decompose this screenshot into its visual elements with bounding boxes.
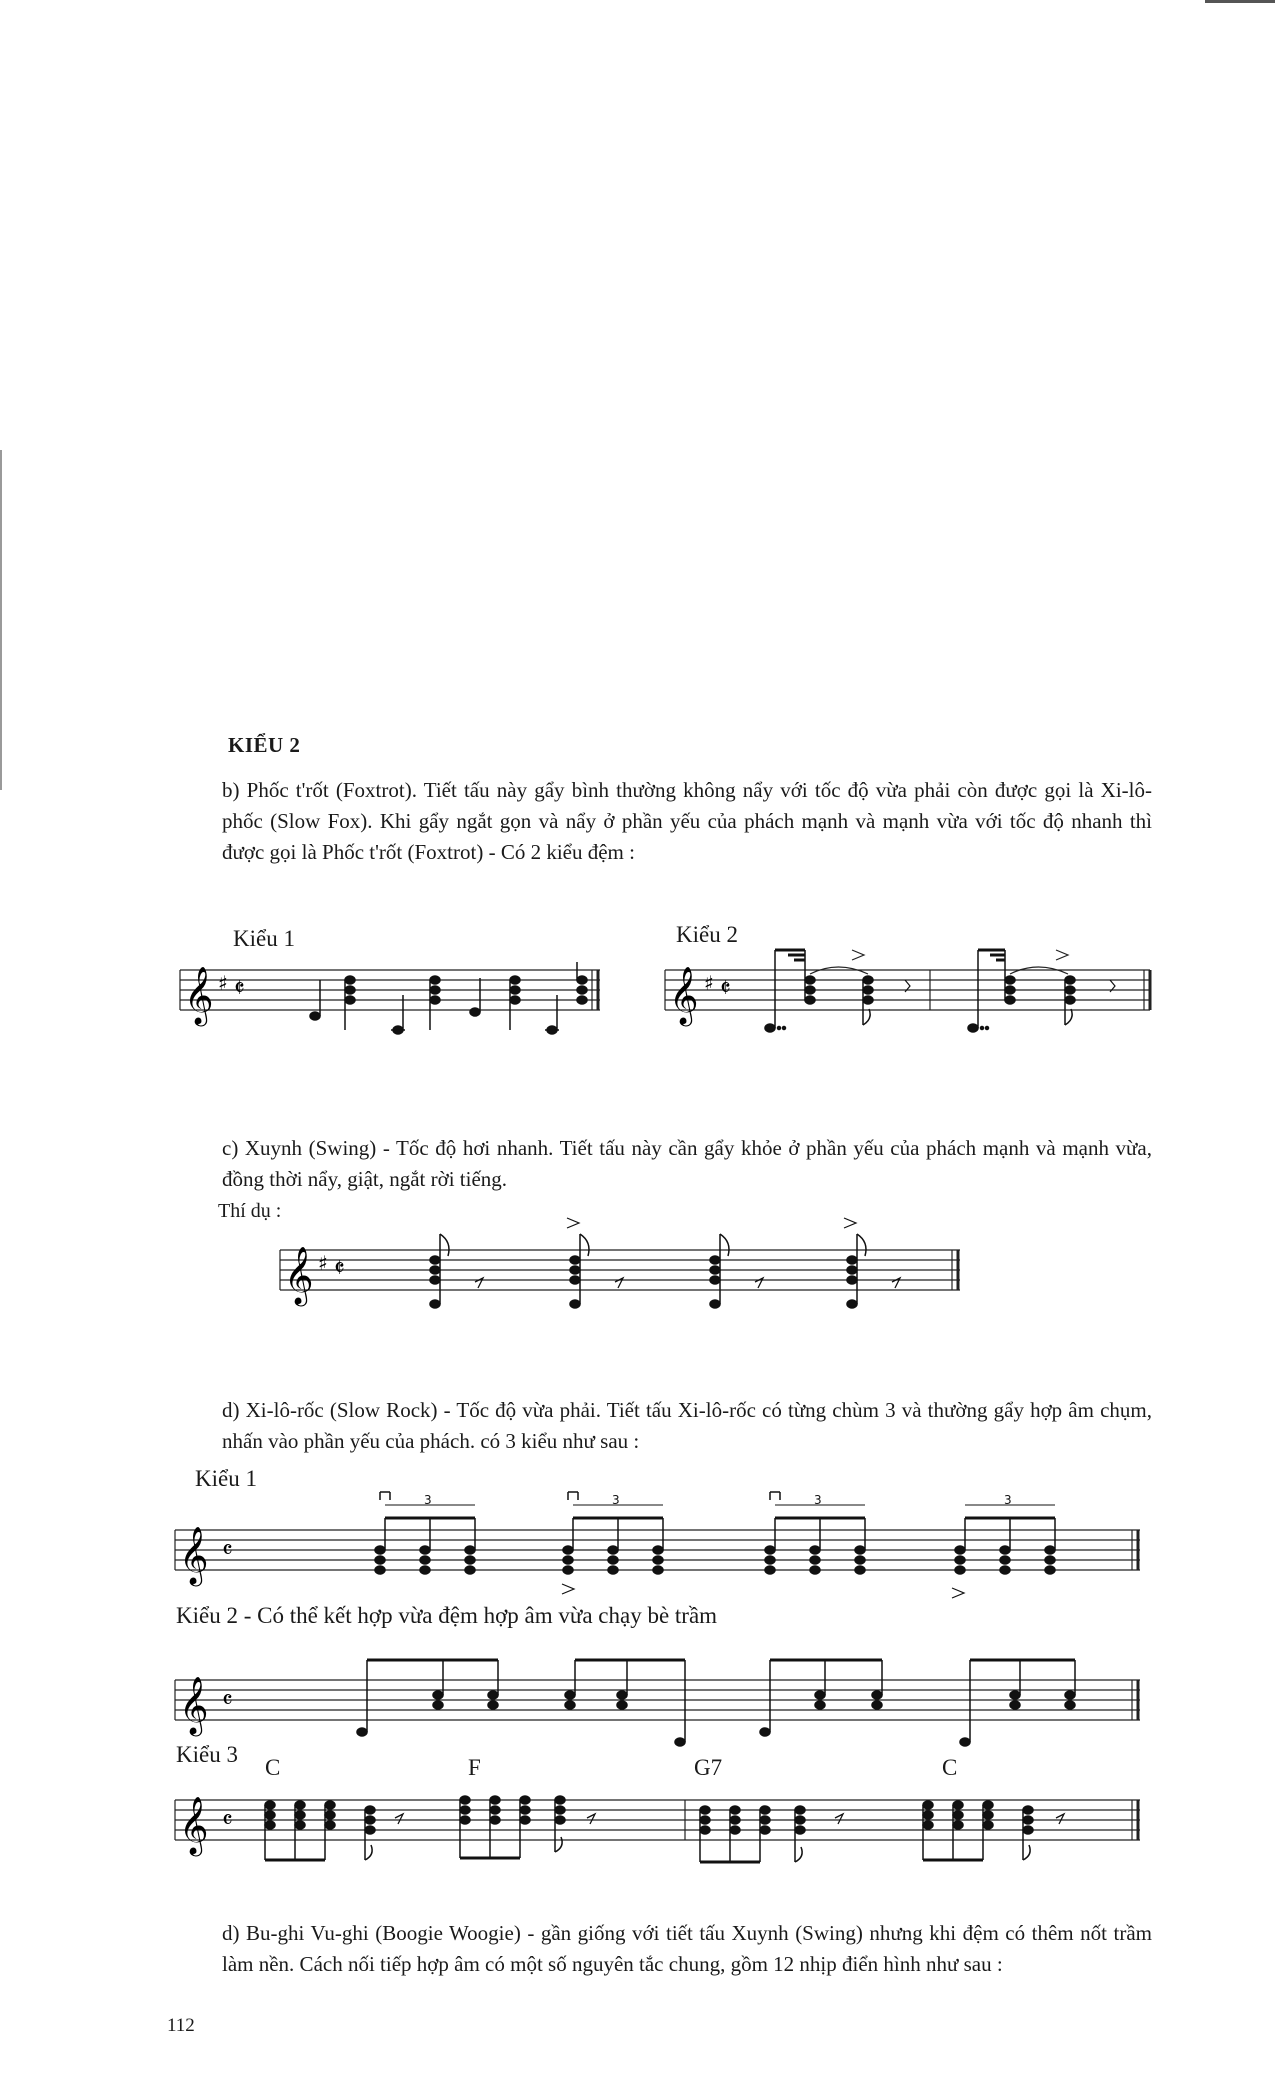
- svg-text:𝄵: 𝄵: [720, 974, 731, 1002]
- chord-symbol: C: [942, 1755, 958, 1780]
- foxtrot-style1-label: Kiểu 1: [233, 926, 295, 951]
- chord-symbol: G7: [694, 1755, 723, 1780]
- slow-rock-style2-staff: [160, 1650, 1150, 1770]
- svg-text:𝄞: 𝄞: [669, 966, 699, 1024]
- triplet-mark: 3: [612, 1493, 620, 1507]
- svg-text:𝄞: 𝄞: [179, 1676, 209, 1734]
- paragraph-slow-rock: d) Xi-lô-rốc (Slow Rock) - Tốc độ vừa phải. Tiết tấu Xi-lô-rốc có từng chùm 3 và thường gẩy hợp âm chụm, nhấn vào phần yếu của phách. có 3 kiểu như sau :: [222, 1398, 1152, 1453]
- slow-rock-style1-staff: [160, 1470, 1150, 1620]
- svg-text:𝄴: 𝄴: [222, 1806, 233, 1834]
- swing-staff: [270, 1220, 970, 1330]
- slow-rock-style3-staff: [160, 1780, 1150, 1890]
- paragraph-boogie-woogie: d) Bu-ghi Vu-ghi (Boogie Woogie) - gần giống với tiết tấu Xuynh (Swing) nhưng khi đệm có thêm nốt trầm làm nền. Cách nối tiếp hợp âm có một số nguyên tắc chung, gồm 12 nhịp điển hình như sau :: [222, 1921, 1152, 1976]
- svg-text:𝄵: 𝄵: [334, 1254, 345, 1282]
- svg-text:𝄞: 𝄞: [179, 1796, 209, 1854]
- triplet-mark: 3: [424, 1493, 432, 1507]
- slow-rock-style1-label: Kiểu 1: [195, 1466, 257, 1491]
- slow-rock-style2-label: Kiểu 2 - Có thể kết hợp vừa đệm hợp âm vừa chạy bè trầm: [176, 1603, 718, 1628]
- slow-rock-style3-label: Kiểu 3: [176, 1742, 238, 1767]
- chord-symbol: C: [265, 1755, 281, 1780]
- svg-text:𝄴: 𝄴: [222, 1536, 233, 1564]
- foxtrot-style1-staff: [170, 960, 610, 1070]
- page-number: 112: [167, 2015, 195, 2036]
- svg-text:𝄞: 𝄞: [179, 1526, 209, 1584]
- triplet-mark: 3: [814, 1493, 822, 1507]
- svg-text:♯: ♯: [704, 971, 714, 995]
- svg-text:♯: ♯: [318, 1251, 328, 1275]
- scan-binding-shadow: [0, 450, 2, 790]
- foxtrot-style2-staff: [660, 960, 1160, 1070]
- triplet-mark: 3: [1004, 1493, 1012, 1507]
- scan-edge-mark: [1205, 0, 1275, 3]
- section-heading: KIỂU 2: [228, 733, 301, 757]
- svg-text:𝄞: 𝄞: [284, 1246, 314, 1304]
- svg-text:𝄴: 𝄴: [222, 1686, 233, 1714]
- swing-example-label: Thí dụ :: [218, 1200, 282, 1222]
- paragraph-foxtrot: b) Phốc t'rốt (Foxtrot). Tiết tấu này gẩy bình thường không nẩy với tốc độ vừa phải còn được gọi là Xi-lô-phốc (Slow Fox). Khi gẩy ngắt gọn và nẩy ở phần yếu của phách mạnh và mạnh vừa với tốc độ nhanh thì được gọi là Phốc t'rốt (Foxtrot) - Có 2 kiểu đệm :: [222, 778, 1152, 864]
- paragraph-swing: c) Xuynh (Swing) - Tốc độ hơi nhanh. Tiết tấu này cần gẩy khỏe ở phần yếu của phách mạnh và mạnh vừa, đồng thời nẩy, giật, ngắt rời tiếng.: [222, 1136, 1152, 1191]
- svg-text:𝄵: 𝄵: [234, 974, 245, 1002]
- foxtrot-style2-label: Kiểu 2: [676, 922, 738, 947]
- chord-symbol: F: [468, 1755, 481, 1780]
- svg-text:𝄞: 𝄞: [184, 966, 214, 1024]
- svg-text:♯: ♯: [218, 971, 228, 995]
